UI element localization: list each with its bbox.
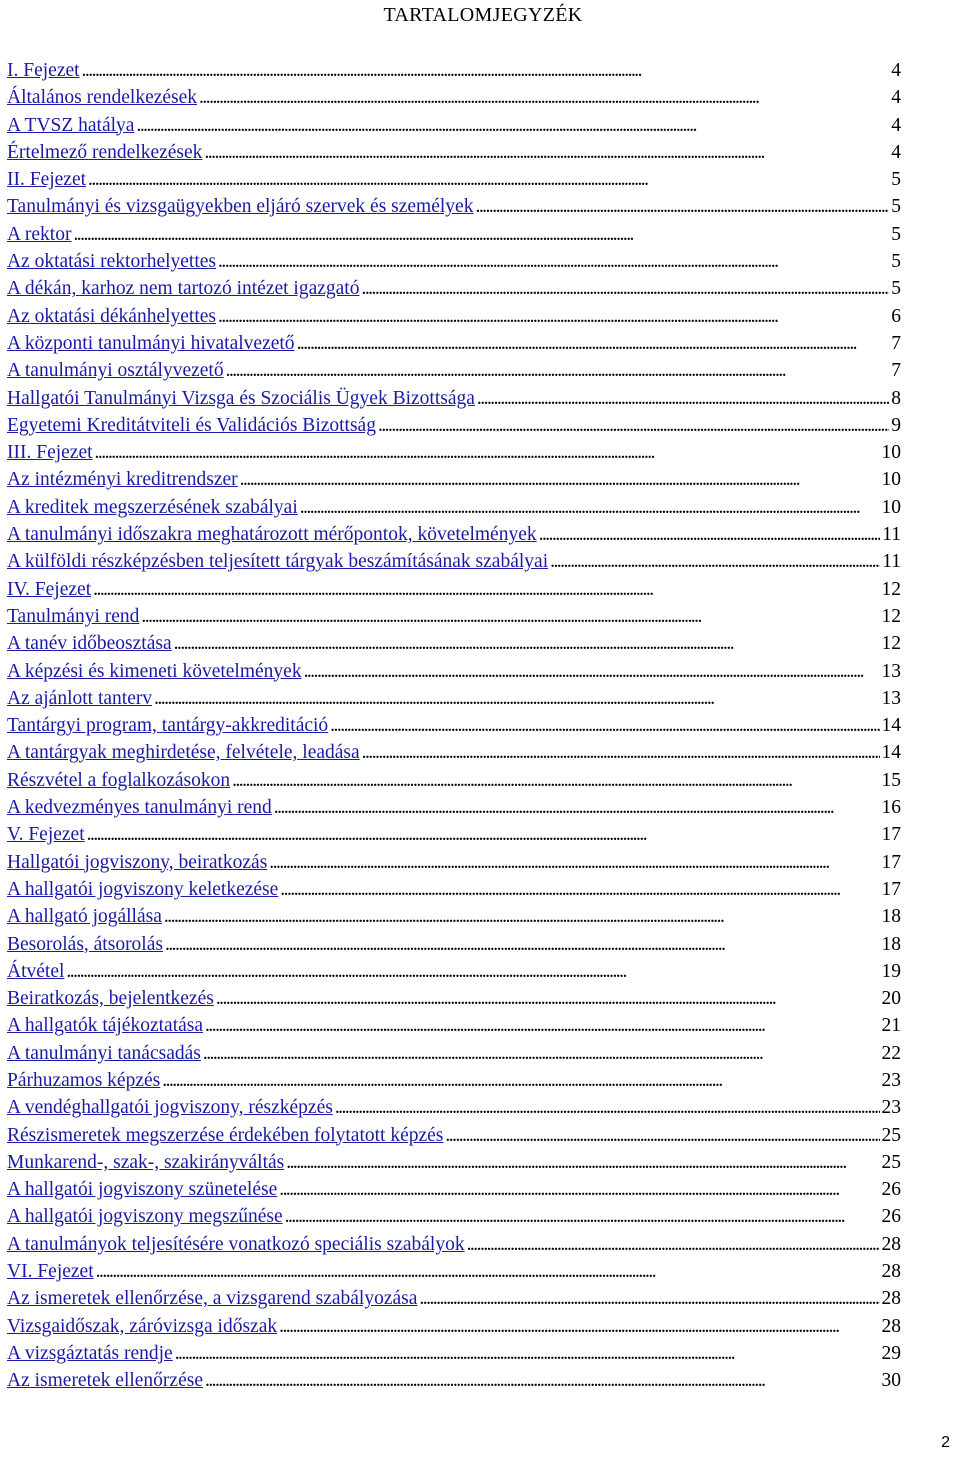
toc-entry-page-number: 5 <box>891 169 901 191</box>
toc-entry-link[interactable]: Átvétel <box>7 960 65 982</box>
toc-entry-link[interactable]: A hallgatói jogviszony szünetelése <box>7 1179 278 1201</box>
dot-leader <box>445 1122 879 1149</box>
toc-entry-link[interactable]: Tanulmányi rend <box>7 605 140 627</box>
toc-entry[interactable] <box>7 876 901 903</box>
toc-entry-link[interactable]: A tanulmányi időszakra meghatározott mérőpontok, követelmények <box>7 524 537 546</box>
dot-leader <box>335 1094 880 1121</box>
toc-entry-link[interactable]: A kedvezményes tanulmányi rend <box>7 797 272 819</box>
toc-entry-page-number: 4 <box>891 87 901 109</box>
dot-leader <box>203 1040 880 1067</box>
toc-entry[interactable] <box>7 439 901 466</box>
dot-leader <box>154 685 879 712</box>
dot-leader <box>304 658 880 685</box>
toc-entry-page-number: 23 <box>881 1097 901 1119</box>
toc-entry-page-number: 9 <box>891 414 901 436</box>
toc-entry[interactable] <box>7 1367 901 1394</box>
toc-entry-page-number: 5 <box>891 196 901 218</box>
toc-entry[interactable] <box>7 275 901 302</box>
toc-entry-link[interactable]: Az ajánlott tanterv <box>7 687 153 709</box>
toc-entry[interactable] <box>7 385 901 412</box>
dot-leader <box>174 630 880 657</box>
toc-entry-page-number: 4 <box>891 141 901 163</box>
toc-entry-link[interactable]: A tanulmányok teljesítésére vonatkozó speciális szabályok <box>7 1233 465 1255</box>
toc-entry-page-number: 18 <box>881 933 901 955</box>
toc-entry-page-number: 19 <box>881 960 901 982</box>
dot-leader <box>539 521 881 548</box>
toc-entry[interactable] <box>7 685 901 712</box>
toc-entry-page-number: 28 <box>881 1288 901 1310</box>
toc-entry[interactable] <box>7 57 901 84</box>
toc-entry-page-number: 10 <box>881 442 901 464</box>
page-number: 2 <box>941 1434 950 1451</box>
toc-entry-link[interactable]: Munkarend-, szak-, szakirányváltás <box>7 1151 285 1173</box>
dot-leader <box>204 139 889 166</box>
toc-entry-link[interactable]: A TVSZ hatálya <box>7 114 135 136</box>
dot-leader <box>66 958 879 985</box>
toc-entry-link[interactable]: Részismeretek megszerzése érdekében folytatott képzés <box>7 1124 444 1146</box>
toc-entry-page-number: 11 <box>882 524 901 546</box>
toc-entry-page-number: 17 <box>881 878 901 900</box>
toc-entry[interactable] <box>7 1040 901 1067</box>
toc-entry[interactable] <box>7 712 901 739</box>
dot-leader <box>205 1012 879 1039</box>
toc-entry[interactable] <box>7 576 901 603</box>
toc-entry-link[interactable]: I. Fejezet <box>7 60 80 81</box>
toc-entry[interactable] <box>7 466 901 493</box>
toc-entry-page-number: 29 <box>881 1342 901 1364</box>
toc-entry[interactable] <box>7 1340 901 1367</box>
toc-entry[interactable] <box>7 739 901 766</box>
toc-entry-link[interactable]: Egyetemi Kreditátviteli és Validációs Bizottság <box>7 414 376 436</box>
toc-entry-link[interactable]: Az ismeretek ellenőrzése, a vizsgarend szabályozása <box>7 1288 418 1310</box>
toc-entry-link[interactable]: Vizsgaidőszak, záróvizsga időszak <box>7 1315 278 1337</box>
toc-entry-page-number: 17 <box>881 824 901 846</box>
toc-entry-link[interactable]: V. Fejezet <box>7 824 85 846</box>
dot-leader <box>550 548 880 575</box>
toc-entry-link[interactable]: A tanulmányi tanácsadás <box>7 1042 201 1064</box>
dot-leader <box>477 385 889 412</box>
page-title: TARTALOMJEGYZÉK <box>383 4 583 26</box>
toc-entry[interactable] <box>7 794 901 821</box>
toc-entry[interactable] <box>7 1203 901 1230</box>
dot-leader <box>199 84 889 111</box>
dot-leader <box>93 576 879 603</box>
toc-entry[interactable] <box>7 139 901 166</box>
toc-entry-page-number: 12 <box>881 605 901 627</box>
dot-leader <box>300 494 880 521</box>
toc-entry-link[interactable]: A vendéghallgatói jogviszony, részképzés <box>7 1097 333 1119</box>
toc-entry[interactable] <box>7 767 901 794</box>
toc-entry[interactable] <box>7 903 901 930</box>
toc-entry[interactable] <box>7 931 901 958</box>
toc-entry-link[interactable]: A képzési és kimeneti követelmények <box>7 660 302 682</box>
dot-leader <box>95 439 880 466</box>
toc-entry[interactable] <box>7 1176 901 1203</box>
toc-entry-link[interactable]: Részvétel a foglalkozásokon <box>7 769 231 791</box>
dot-leader <box>240 466 880 493</box>
toc-entry-page-number: 5 <box>891 251 901 273</box>
toc-entry-page-number: 10 <box>881 469 901 491</box>
toc-entry[interactable] <box>7 303 901 330</box>
toc-entry-link[interactable]: Az intézményi kreditrendszer <box>7 469 238 491</box>
toc-entry-page-number: 26 <box>881 1179 901 1201</box>
toc-entry-link[interactable]: A hallgatók tájékoztatása <box>7 1015 204 1037</box>
toc-entry-link[interactable]: Az oktatási rektorhelyettes <box>7 251 217 273</box>
dot-leader <box>280 876 879 903</box>
toc-entry-link[interactable]: Az oktatási dékánhelyettes <box>7 305 217 327</box>
dot-leader <box>475 193 889 220</box>
toc-entry[interactable] <box>7 1313 901 1340</box>
toc-entry-link[interactable]: Párhuzamos képzés <box>7 1069 161 1091</box>
toc-entry-page-number: 14 <box>881 715 901 737</box>
toc-entry-page-number: 7 <box>891 360 901 382</box>
toc-entry-page-number: 22 <box>881 1042 901 1064</box>
toc-entry-page-number: 5 <box>891 223 901 245</box>
toc-entry-link[interactable]: A dékán, karhoz nem tartozó intézet igazgató <box>7 278 360 300</box>
toc-entry-page-number: 21 <box>881 1015 901 1037</box>
toc-entry-link[interactable]: Értelmező rendelkezések <box>7 141 203 163</box>
toc-entry-link[interactable]: Az ismeretek ellenőrzése <box>7 1370 203 1392</box>
toc-entry-link[interactable]: A vizsgáztatás rendje <box>7 1342 173 1364</box>
dot-leader <box>164 903 880 930</box>
toc-entry-link[interactable]: A hallgató jogállása <box>7 906 162 928</box>
toc-entry-page-number: 16 <box>881 797 901 819</box>
toc-entry-page-number: 4 <box>891 114 901 136</box>
toc-entry-page-number: 15 <box>881 769 901 791</box>
toc-entry-link[interactable]: Tantárgyi program, tantárgy-akkreditáció <box>7 715 329 737</box>
toc-entry-page-number: 20 <box>881 988 901 1010</box>
toc-entry-link[interactable]: A hallgatói jogviszony megszűnése <box>7 1206 283 1228</box>
toc-entry[interactable] <box>7 821 901 848</box>
toc-entry-page-number: 14 <box>881 742 901 764</box>
toc-entry-link[interactable]: VI. Fejezet <box>7 1261 94 1283</box>
toc-entry[interactable] <box>7 1231 901 1258</box>
toc-entry-link[interactable]: Besorolás, átsorolás <box>7 933 163 955</box>
dot-leader <box>330 712 879 739</box>
toc-entry[interactable] <box>7 958 901 985</box>
dot-leader <box>136 112 889 139</box>
toc-entry-link[interactable]: Általános rendelkezések <box>7 87 198 109</box>
toc-entry[interactable] <box>7 221 901 248</box>
toc-entry-link[interactable]: Tanulmányi és vizsgaügyekben eljáró szervek és személyek <box>7 196 474 218</box>
dot-leader <box>419 1285 879 1312</box>
dot-leader <box>205 1367 880 1394</box>
toc-entry[interactable] <box>7 166 901 193</box>
dot-leader <box>361 275 889 302</box>
toc-entry-link[interactable]: IV. Fejezet <box>7 578 92 600</box>
toc-entry-link[interactable]: A tanulmányi osztályvezető <box>7 360 224 382</box>
dot-leader <box>285 1203 880 1230</box>
toc-entry-page-number: 12 <box>881 578 901 600</box>
toc-entry[interactable] <box>7 112 901 139</box>
toc-entry-page-number: 17 <box>881 851 901 873</box>
dot-leader <box>175 1340 880 1367</box>
toc-entry[interactable] <box>7 658 901 685</box>
toc-entry-page-number: 5 <box>891 278 901 300</box>
dot-leader <box>88 166 889 193</box>
toc-entry[interactable] <box>7 330 901 357</box>
toc-entry[interactable] <box>7 521 901 548</box>
dot-leader <box>279 1313 879 1340</box>
toc-entry[interactable] <box>7 357 901 384</box>
dot-leader <box>82 57 890 84</box>
toc-entry[interactable] <box>7 1122 901 1149</box>
toc-entry[interactable] <box>7 849 901 876</box>
dot-leader <box>362 739 880 766</box>
toc-entry-link[interactable]: II. Fejezet <box>7 169 87 191</box>
toc-entry-page-number: 25 <box>881 1151 901 1173</box>
toc-entry[interactable] <box>7 548 901 575</box>
toc-entry-page-number: 7 <box>891 332 901 354</box>
toc-entry[interactable] <box>7 1012 901 1039</box>
dot-leader <box>165 931 880 958</box>
dot-leader <box>141 603 879 630</box>
toc-entry-page-number: 28 <box>881 1261 901 1283</box>
toc-entry-link[interactable]: A külföldi részképzésben teljesített tárgyak beszámításának szabályai <box>7 551 549 573</box>
toc-entry-page-number: 4 <box>891 60 901 81</box>
toc-entry-page-number: 28 <box>881 1233 901 1255</box>
dot-leader <box>96 1258 880 1285</box>
dot-leader <box>232 767 879 794</box>
toc-entry-link[interactable]: III. Fejezet <box>7 442 93 464</box>
dot-leader <box>274 794 880 821</box>
toc-entry-page-number: 25 <box>881 1124 901 1146</box>
toc-entry-page-number: 12 <box>881 633 901 655</box>
toc-entry[interactable] <box>7 248 901 275</box>
toc-entry-link[interactable]: Beiratkozás, bejelentkezés <box>7 988 214 1010</box>
toc-entry-page-number: 18 <box>881 906 901 928</box>
toc-entry-page-number: 10 <box>881 496 901 518</box>
toc-entry-link[interactable]: A központi tanulmányi hivatalvezető <box>7 332 295 354</box>
toc-entry-page-number: 8 <box>891 387 901 409</box>
toc-entry-page-number: 26 <box>881 1206 901 1228</box>
toc-entry-page-number: 28 <box>881 1315 901 1337</box>
dot-leader <box>467 1231 880 1258</box>
dot-leader <box>279 1176 879 1203</box>
toc-entry[interactable] <box>7 494 901 521</box>
toc-entry-page-number: 13 <box>881 687 901 709</box>
dot-leader <box>226 357 890 384</box>
toc-entry-link[interactable]: Hallgatói Tanulmányi Vizsga és Szociális Ügyek Bizottsága <box>7 387 475 409</box>
toc-entry[interactable] <box>7 603 901 630</box>
toc-entry[interactable] <box>7 1258 901 1285</box>
dot-leader <box>87 821 880 848</box>
toc-entry[interactable] <box>7 84 901 111</box>
toc-entry-page-number: 13 <box>881 660 901 682</box>
dot-leader <box>162 1067 879 1094</box>
dot-leader <box>218 248 889 275</box>
toc-entry-page-number: 30 <box>881 1370 901 1392</box>
toc-entry-link[interactable]: A tantárgyak meghirdetése, felvétele, leadása <box>7 742 360 764</box>
toc-entry-page-number: 23 <box>881 1069 901 1091</box>
toc-entry[interactable] <box>7 1094 901 1121</box>
toc-entry-page-number: 11 <box>882 551 901 573</box>
toc-entry[interactable] <box>7 1067 901 1094</box>
dot-leader <box>378 412 889 439</box>
dot-leader <box>218 303 889 330</box>
toc-entry[interactable] <box>7 1285 901 1312</box>
toc-entry-link[interactable]: Hallgatói jogviszony, beiratkozás <box>7 851 268 873</box>
toc-entry[interactable] <box>7 1149 901 1176</box>
toc-entry[interactable] <box>7 630 901 657</box>
toc-entry-link[interactable]: A kreditek megszerzésének szabályai <box>7 496 298 518</box>
toc-entry[interactable] <box>7 193 901 220</box>
dot-leader <box>286 1149 879 1176</box>
dot-leader <box>73 221 889 248</box>
dot-leader <box>269 849 879 876</box>
toc-entry-link[interactable]: A tanév időbeosztása <box>7 633 172 655</box>
table-of-contents <box>7 57 901 1395</box>
dot-leader <box>297 330 890 357</box>
toc-entry[interactable] <box>7 985 901 1012</box>
dot-leader <box>216 985 880 1012</box>
toc-entry[interactable] <box>7 412 901 439</box>
toc-entry-link[interactable]: A hallgatói jogviszony keletkezése <box>7 878 279 900</box>
toc-entry-page-number: 6 <box>891 305 901 327</box>
toc-entry-link[interactable]: A rektor <box>7 223 72 245</box>
